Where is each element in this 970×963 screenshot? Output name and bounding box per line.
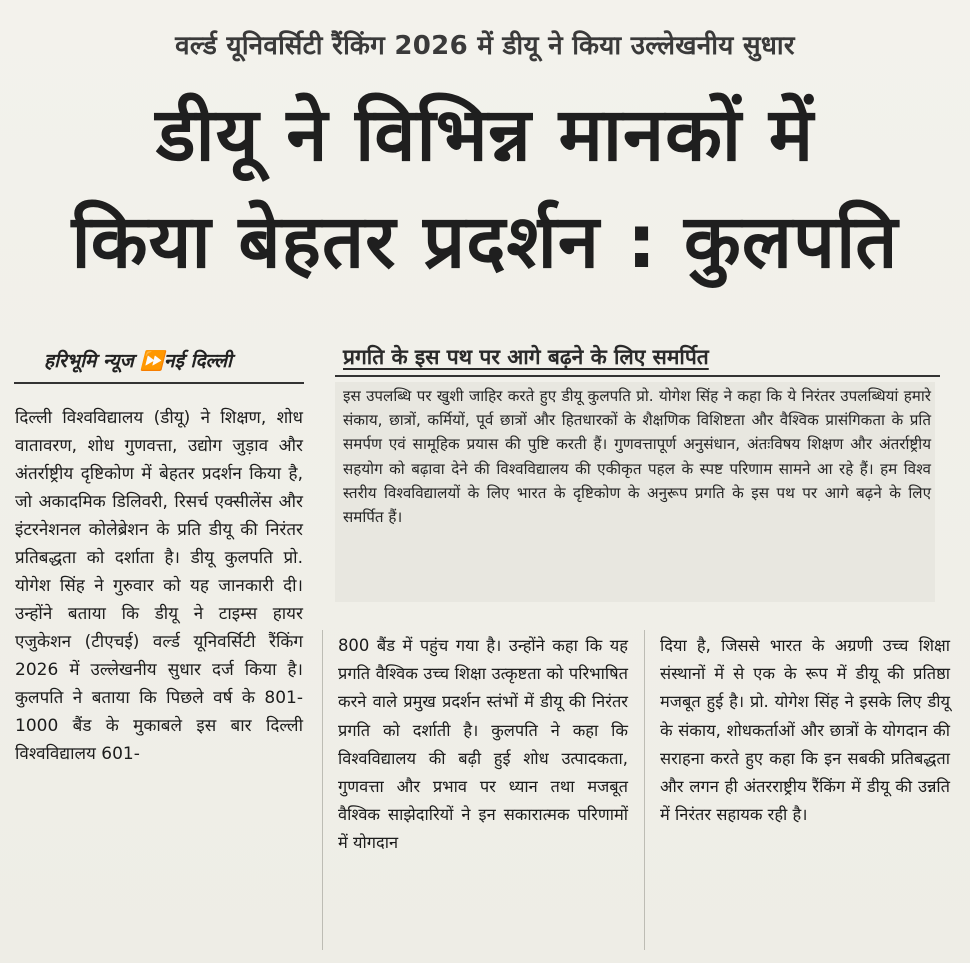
kicker-headline: वर्ल्ड यूनिवर्सिटी रैंकिंग 2026 में डीयू ने किया उल्लेखनीय सुधार <box>175 31 795 61</box>
byline: हरिभूमि न्यूज ⏩नई दिल्ली <box>44 350 232 372</box>
subheading-divider <box>335 375 940 377</box>
column-divider <box>644 630 645 950</box>
column-divider <box>322 630 323 950</box>
box-subheading: प्रगति के इस पथ पर आगे बढ़ने के लिए समर्पित <box>343 345 709 369</box>
highlight-box-text: इस उपलब्धि पर खुशी जाहिर करते हुए डीयू कुलपति प्रो. योगेश सिंह ने कहा कि ये निरंतर उपलब्धियां हमारे संकाय, छात्रों, कर्मियों, पूर्व छात्रों और हितधारकों के शैक्षणिक विशिष्टता और वैश्विक प्रासंगिकता के प्रति समर्पण एवं सामूहिक प्रयास की पुष्टि करती हैं। गुणवत्तापूर्ण अनुसंधान, अंतःविषय शिक्षण और अंतर्राष्ट्रीय सहयोग को बढ़ावा देने की विश्वविद्यालय की एकीकृत पहल के स्पष्ट परिणाम सामने आ रहे हैं। हम विश्व स्तरीय विश्वविद्यालयों के लिए भारत के दृष्टिकोण के अनुरूप प्रगति के इस पथ पर आगे बढ़ने के लिए समर्पित हैं। <box>343 387 931 527</box>
body-column-2: 800 बैंड में पहुंच गया है। उन्होंने कहा कि यह प्रगति वैश्विक उच्च शिक्षा उत्कृष्टता को परिभाषित करने वाले प्रमुख प्रदर्शन स्तंभों में डीयू की निरंतर प्रगति को दर्शाती है। कुलपति ने कहा कि विश्वविद्यालय की बढ़ी हुई शोध उत्पादकता, गुणवत्ता और प्रभाव पर ध्यान तथा मजबूत वैश्विक साझेदारियों ने इन सकारात्मक परिणामों में योगदान <box>338 636 628 853</box>
main-headline-line-1: डीयू ने विभिन्न मानकों में <box>155 92 815 178</box>
byline-divider <box>14 382 304 384</box>
main-headline-line-2: किया बेहतर प्रदर्शन : कुलपति <box>71 199 899 285</box>
body-column-1: दिल्ली विश्वविद्यालय (डीयू) ने शिक्षण, शोध वातावरण, शोध गुणवत्ता, उद्योग जुड़ाव और अंतर्राष्ट्रीय दृष्टिकोण में बेहतर प्रदर्शन किया है, जो अकादमिक डिलिवरी, रिसर्च एक्सीलेंस और इंटरनेशनल कोलेब्रेशन के प्रति डीयू की निरंतर प्रतिबद्धता को दर्शाता है। डीयू कुलपति प्रो. योगेश सिंह ने गुरुवार को यह जानकारी दी। उन्होंने बताया कि डीयू ने टाइम्स हायर एजुकेशन (टीएचई) वर्ल्ड यूनिवर्सिटी रैंकिंग 2026 में उल्लेखनीय सुधार दर्ज किया है। कुलपति ने बताया कि पिछले वर्ष के 801-1000 बैंड के मुकाबले इस बार दिल्ली विश्वविद्यालय 601- <box>15 408 303 764</box>
body-column-3: दिया है, जिससे भारत के अग्रणी उच्च शिक्षा संस्थानों में से एक के रूप में डीयू की प्रतिष्ठा मजबूत हुई है। प्रो. योगेश सिंह ने इसके लिए डीयू के संकाय, शोधकर्ताओं और छात्रों के योगदान की सराहना करते हुए कहा कि इन सबकी प्रतिबद्धता और लगन ही अंतरराष्ट्रीय रैंकिंग में डीयू की उन्नति में निरंतर सहायक रही है। <box>660 636 950 825</box>
